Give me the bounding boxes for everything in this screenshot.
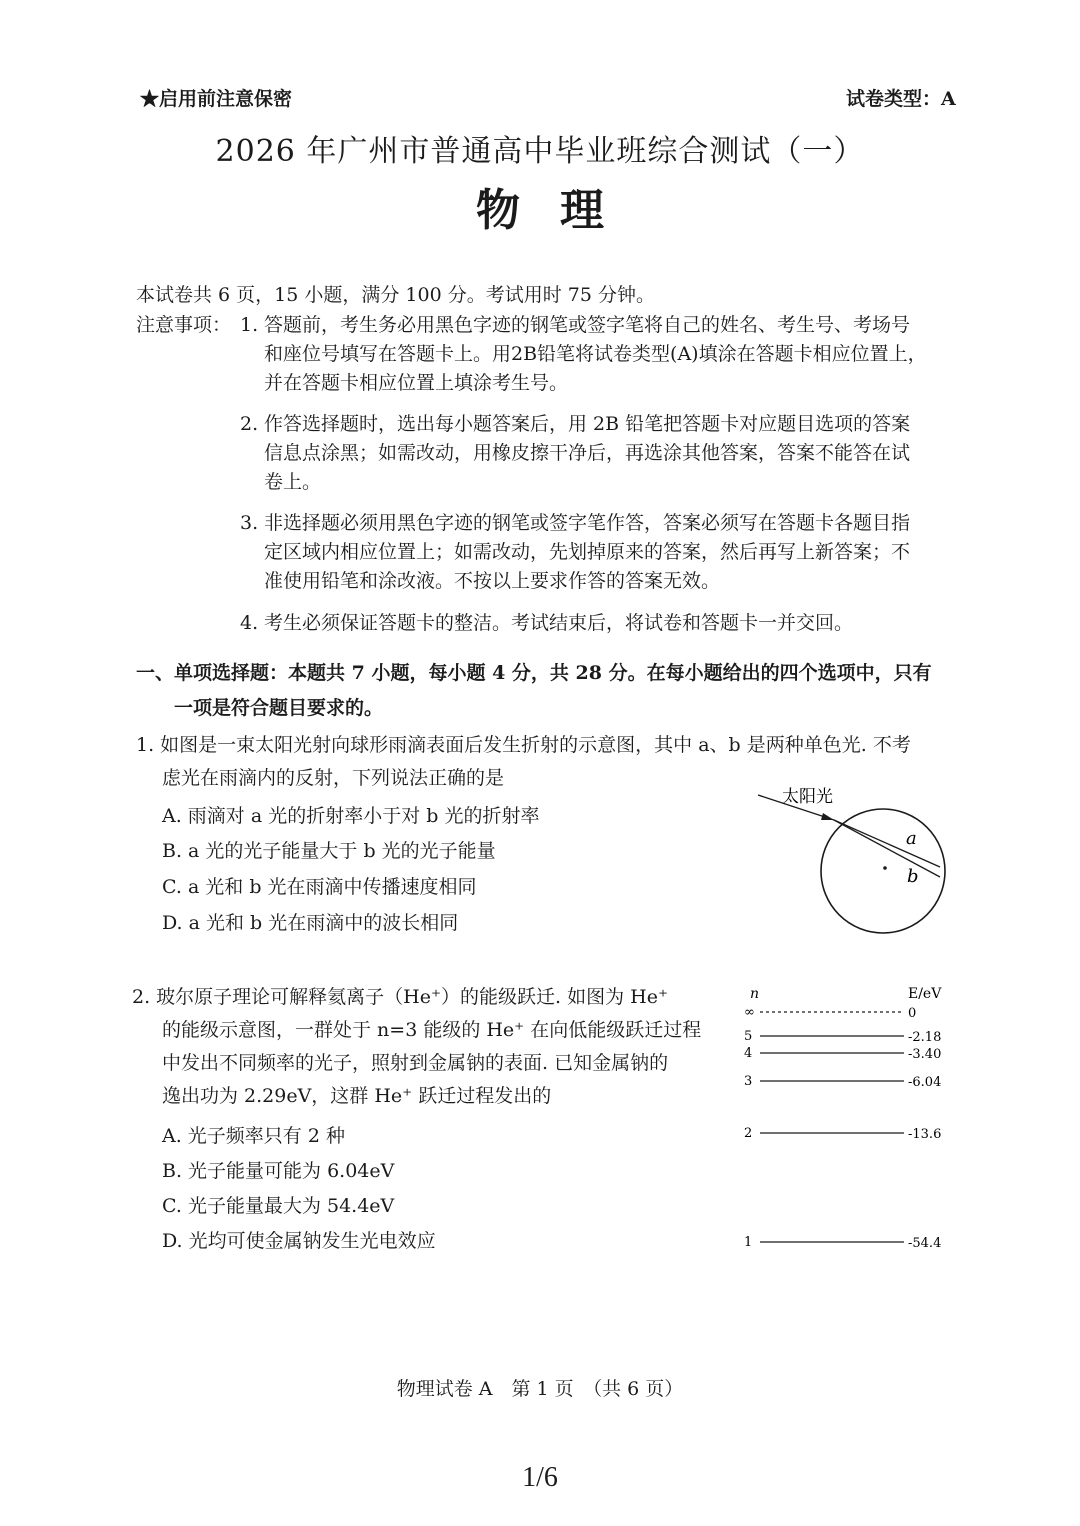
energy-level-n: 2 (744, 1126, 753, 1141)
q1-option-a: A. 雨滴对 a 光的折射率小于对 b 光的折射率 (162, 805, 540, 827)
q2-option-a: A. 光子频率只有 2 种 (162, 1125, 345, 1147)
q1-stem-line-2: 虑光在雨滴内的反射，下列说法正确的是 (162, 767, 505, 789)
raindrop-center-dot (883, 866, 887, 870)
notice-item-2-line-3: 卷上。 (264, 471, 322, 493)
q2-stem-line-2: 的能级示意图，一群处于 n=3 能级的 He⁺ 在向低能级跃迁过程 (162, 1019, 702, 1041)
q2-stem-line-4: 逸出功为 2.29eV，这群 He⁺ 跃迁过程发出的 (162, 1085, 552, 1107)
q2-option-d: D. 光均可使金属钠发生光电效应 (162, 1230, 436, 1252)
ray-b (834, 820, 940, 877)
energy-level-value: -13.6 (908, 1127, 942, 1142)
energy-level-n: ∞ (744, 1005, 755, 1020)
sunlight-label: 太阳光 (782, 787, 833, 807)
notice-item-3-line-3: 准使用铅笔和涂改液。不按以上要求作答的答案无效。 (264, 570, 721, 592)
subject-title: 物理 (476, 185, 644, 236)
notice-item-2-line-2: 信息点涂黑；如需改动，用橡皮擦干净后，再选涂其他答案，答案不能答在试 (264, 442, 911, 464)
n-axis-label: n (750, 986, 760, 1002)
energy-level-n: 5 (744, 1029, 753, 1044)
ray-b-label: b (907, 866, 919, 887)
notice-item-1-line-1: 答题前，考生务必用黑色字迹的钢笔或签字笔将自己的姓名、考生号、考场号 (264, 314, 911, 336)
notice-item-3-line-2: 定区域内相应位置上；如需改动，先划掉原来的答案，然后再写上新答案；不 (264, 541, 911, 563)
q2-stem-line-1: 2. 玻尔原子理论可解释氦离子（He⁺）的能级跃迁. 如图为 He⁺ (132, 986, 668, 1008)
section-heading-line-1: 一、单项选择题：本题共 7 小题，每小题 4 分，共 28 分。在每小题给出的四个选项中，只有 (136, 662, 932, 684)
energy-level-diagram (740, 984, 970, 1254)
ray-a-label: a (906, 828, 917, 849)
notice-item-1-line-2: 和座位号填写在答题卡上。用2B铅笔将试卷类型(A)填涂在答题卡相应位置上， (264, 343, 927, 365)
notice-label: 注意事项： (136, 314, 232, 336)
raindrop-circle (821, 809, 945, 933)
page-number: 1/6 (522, 1462, 558, 1493)
raindrop-figure (740, 776, 970, 956)
notice-item-4-num: 4. (240, 612, 259, 634)
energy-level-value: -54.4 (908, 1236, 942, 1251)
energy-level-value: -2.18 (908, 1030, 942, 1045)
energy-level-n: 3 (744, 1074, 753, 1089)
q1-option-d: D. a 光和 b 光在雨滴中的波长相同 (162, 912, 459, 934)
notice-item-3-line-1: 非选择题必须用黑色字迹的钢笔或签字笔作答，答案必须写在答题卡各题目指 (264, 512, 911, 534)
ray-a (834, 820, 940, 867)
notice-item-1-line-3: 并在答题卡相应位置上填涂考生号。 (264, 372, 569, 394)
notice-item-2-num: 2. (240, 413, 259, 435)
notice-item-2-line-1: 作答选择题时，选出每小题答案后，用 2B 铅笔把答题卡对应题目选项的答案 (264, 413, 911, 435)
section-heading-line-2: 一项是符合题目要求的。 (174, 697, 384, 719)
sunlight-arrow-icon (821, 813, 834, 820)
energy-axis-label: E/eV (908, 986, 942, 1002)
energy-level-n: 4 (744, 1046, 753, 1061)
q2-option-c: C. 光子能量最大为 54.4eV (162, 1195, 395, 1217)
notice-item-1-num: 1. (240, 314, 259, 336)
paper-type: 试卷类型：A (846, 88, 956, 110)
energy-level-value: -3.40 (908, 1047, 942, 1062)
q2-stem-line-3: 中发出不同频率的光子，照射到金属钠的表面. 已知金属钠的 (162, 1052, 669, 1074)
q1-option-b: B. a 光的光子能量大于 b 光的光子能量 (162, 840, 496, 862)
energy-level-value: 0 (908, 1006, 917, 1021)
q1-stem-line-1: 1. 如图是一束太阳光射向球形雨滴表面后发生折射的示意图，其中 a、b 是两种单色光. 不考 (136, 734, 911, 756)
q1-option-c: C. a 光和 b 光在雨滴中传播速度相同 (162, 876, 477, 898)
notice-item-4-line-1: 考生必须保证答题卡的整洁。考试结束后，将试卷和答题卡一并交回。 (264, 612, 854, 634)
energy-level-n: 1 (744, 1235, 753, 1250)
confidential-mark: ★启用前注意保密 (140, 88, 293, 110)
energy-level-value: -6.04 (908, 1075, 942, 1090)
notice-item-3-num: 3. (240, 512, 259, 534)
intro-text: 本试卷共 6 页，15 小题，满分 100 分。考试用时 75 分钟。 (136, 284, 655, 306)
q2-option-b: B. 光子能量可能为 6.04eV (162, 1160, 395, 1182)
page-footer: 物理试卷 A 第 1 页 （共 6 页） (396, 1378, 684, 1400)
exam-title: 2026 年广州市普通高中毕业班综合测试（一） (215, 134, 865, 169)
